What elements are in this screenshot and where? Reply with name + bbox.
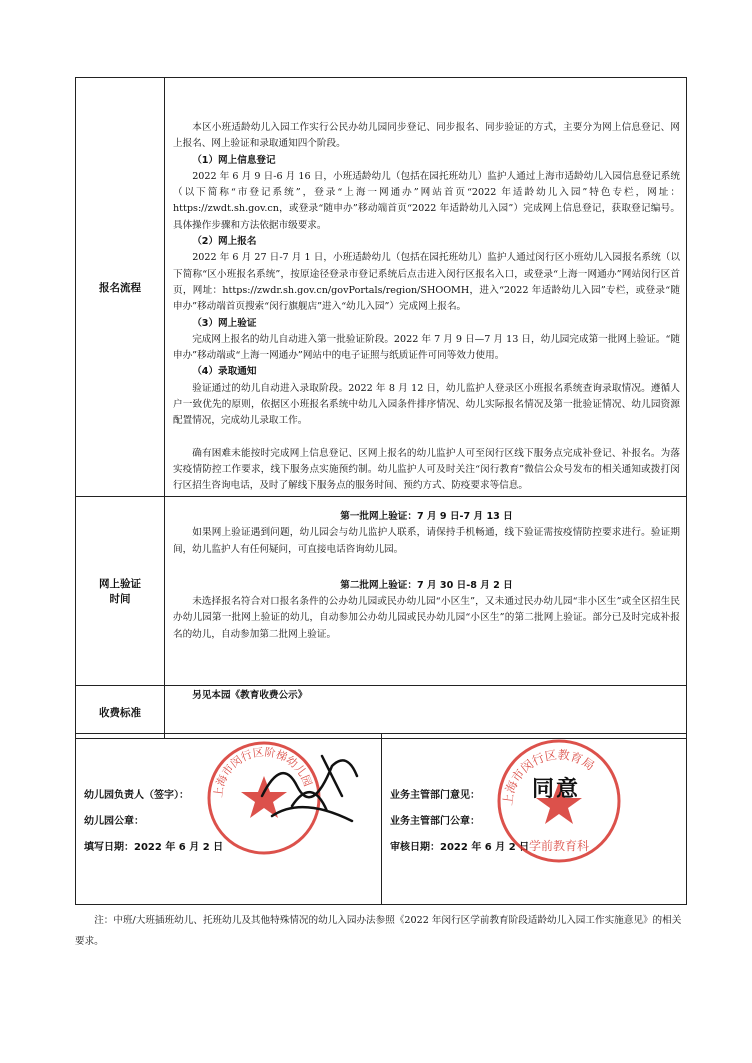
verification-label-line1: 网上验证 [99, 578, 141, 590]
fees-content [165, 686, 687, 739]
authority-signature-cell [382, 734, 687, 905]
fill-date: 填写日期：2022 年 6 月 2 日 [84, 842, 224, 853]
batch2-text: 未选择报名符合对口报名条件的公办幼儿园或民办幼儿园“小区生”，又未通过民办幼儿园“非小区生”或全区招生民办幼儿园第一批网上验证的幼儿，自动参加公办幼儿园或民办幼儿园“小区生”的第二批网上验证。部分已及时完成补报名的幼儿，自动参加第二批网上验证。 [173, 596, 680, 640]
fees-row [76, 686, 687, 739]
batch1-text: 如果网上验证遇到问题，幼儿园会与幼儿监护人联系，请保持手机畅通，线下验证需按疫情防控要求进行。验证期间，幼儿监护人有任何疑问，可直接电话咨询幼儿园。 [173, 527, 680, 555]
kindergarten-stamp-text: 上海市闵行区阶梯幼儿园 [211, 745, 315, 799]
step4-text: 验证通过的幼儿自动进入录取阶段。2022 年 8 月 12 日，幼儿监护人登录区小班报名系统查询录取情况。遵循人户一致优先的原则，依据区小班报名系统中幼儿入园条件排序情况、幼儿实际报名情况及第一批验证情况、幼儿园资源配置情况，完成幼儿录取工作。 [173, 382, 680, 427]
principal-handwritten-signature [252, 736, 372, 836]
step3-text: 完成网上报名的幼儿自动进入第一批验证阶段。2022 年 7 月 9 日—7 月 13 日，幼儿园完成第一批网上验证。“随申办”移动端或“上海一网通办”网站中的电子证照与纸质证件可同等效力使用。 [173, 333, 680, 362]
step1-text: 2022 年 6 月 9 日-6 月 16 日，小班适龄幼儿（包括在园托班幼儿）监护人通过上海市适龄幼儿入园信息登记系统（以下简称“市登记系统”，登录“上海一网通办”网站首页“2022 年适龄幼儿入园”特色专栏，网址：https://zwdt.sh.gov.cn，或登录“随申办”移动端首页“2022 年适龄幼儿入园”）完成网上信息登记，获取登记编号。具体操作步骤和方法依据市级要求。 [173, 170, 680, 231]
bureau-stamp-bottom-text: 学前教育科 [528, 839, 590, 853]
approval-text: 同意 [532, 777, 581, 802]
step4-title: （4）录取通知 [192, 366, 257, 378]
batch2-title: 第二批网上验证：7 月 30 日-8 月 2 日 [340, 579, 513, 591]
authority-opinion-label: 业务主管部门意见： [390, 790, 480, 801]
bureau-stamp-text: 上海市闵行区教育局 [500, 747, 597, 807]
footnote: 注：中班/大班插班幼儿、托班幼儿及其他特殊情况的幼儿入园办法参照《2022 年闵行区学前教育阶段适龄幼儿入园工作实施意见》的相关要求。 [75, 915, 682, 947]
verification-row [76, 497, 687, 686]
review-date: 审核日期：2022 年 6 月 2 日 [390, 842, 530, 853]
signature-row [76, 734, 687, 905]
kindergarten-seal-label: 幼儿园公章： [84, 816, 144, 827]
principal-signature-label: 幼儿园负责人（签字）： [84, 790, 189, 801]
step2-text: 2022 年 6 月 27 日-7 月 1 日，小班适龄幼儿（包括在园托班幼儿）监护人通过闵行区小班幼儿入园报名系统（以下简称“区小班报名系统”，按原途径登录市登记系统后点击进入闵行区报名入口，或登录“上海一网通办”网站闵行区首页，网址：https://zwdr.sh.gov.cn/govPortals/region/SHOOMH，进入“2022 年适龄幼儿入园”专栏，或登录“随申办”移动端首页搜索“闵行旗舰店”进入“幼儿入园”）完成网上报名。 [173, 252, 680, 313]
registration-row [76, 78, 687, 497]
fees-label: 收费标准 [76, 686, 165, 739]
registration-label: 报名流程 [76, 78, 165, 497]
admission-info-table [75, 77, 687, 739]
step3-title: （3）网上验证 [192, 317, 257, 329]
step1-title: （1）网上信息登记 [192, 154, 276, 166]
verification-label-line2: 时间 [109, 593, 131, 605]
registration-content [165, 78, 687, 497]
kindergarten-signature-cell [76, 734, 382, 905]
verification-content [165, 497, 687, 686]
offline-service-text: 确有困难未能按时完成网上信息登记、区网上报名的幼儿监护人可至闵行区线下服务点完成补登记、补报名。为落实疫情防控工作要求，线下服务点实施预约制。幼儿监护人可及时关注“闵行教育”微信公众号发布的相关通知或拨打闵行区招生咨询电话，及时了解线下服务点的服务时间、预约方式、防疫要求等信息。 [173, 447, 680, 492]
authority-seal-label: 业务主管部门公章： [390, 816, 480, 827]
batch1-title: 第一批网上验证：7 月 9 日-7 月 13 日 [340, 511, 513, 522]
step2-title: （2）网上报名 [192, 236, 257, 248]
signature-table [75, 733, 687, 905]
registration-intro: 本区小班适龄幼儿入园工作实行公民办幼儿园同步登记、同步报名、同步验证的方式，主要分为网上信息登记、网上报名、网上验证和录取通知四个阶段。 [173, 122, 680, 150]
verification-label [76, 497, 165, 686]
fees-text: 另见本园《教育收费公示》 [192, 690, 308, 701]
